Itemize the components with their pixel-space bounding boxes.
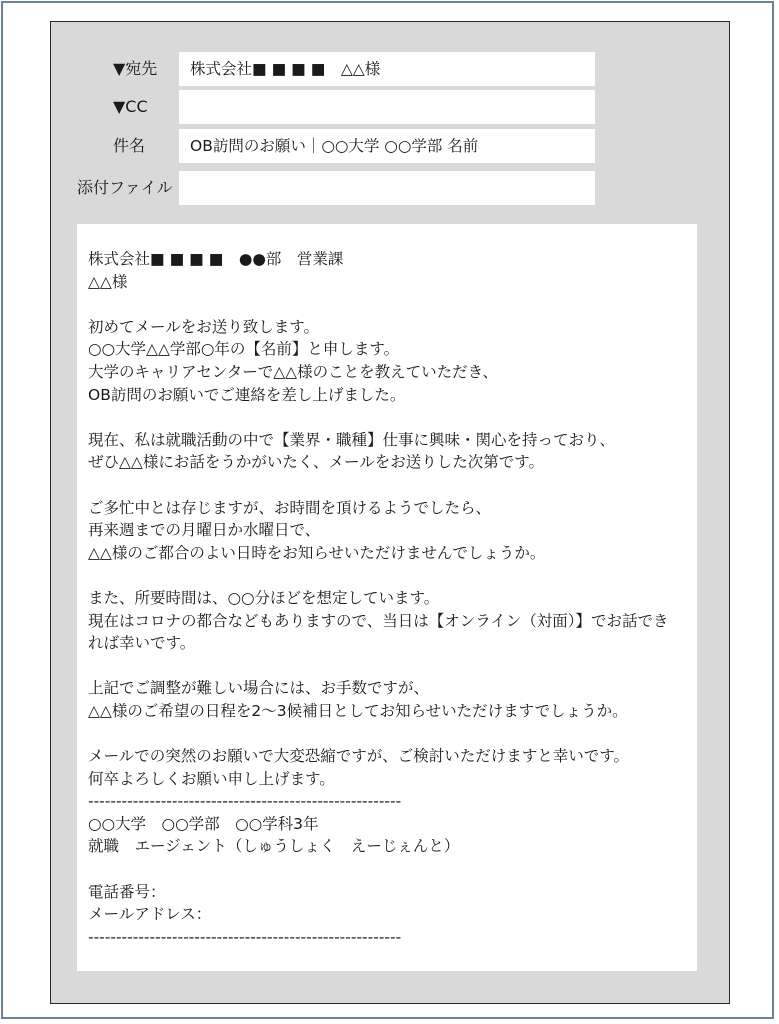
body-line: △△様のご希望の日程を2～3候補日としてお知らせいただけますでしょうか。 bbox=[88, 701, 628, 720]
body-line bbox=[88, 474, 697, 497]
body-line: 上記でご調整が難しい場合には、お手数ですが、 bbox=[88, 679, 430, 698]
body-line: また、所要時間は、○○分ほどを想定しています。 bbox=[88, 588, 440, 607]
body-line bbox=[88, 564, 697, 587]
mail-compose-panel bbox=[50, 21, 730, 1004]
body-line bbox=[88, 858, 697, 881]
body-line: 現在はコロナの都合などもありますので、当日は【オンライン（対面）】でお話でき bbox=[88, 611, 669, 630]
body-line: -------------------------------------------------------- bbox=[88, 792, 402, 811]
body-line: △△様のご都合のよい日時をお知らせいただけませんでしょうか。 bbox=[88, 543, 546, 562]
body-line: ○○大学 ○○学部 ○○学科3年 bbox=[88, 814, 319, 833]
cc-label: ▼CC bbox=[113, 97, 148, 116]
body-line bbox=[88, 293, 697, 316]
body-line: 株式会社■ ■ ■ ■ ●●部 営業課 bbox=[88, 250, 344, 268]
body-line: ぜひ△△様にお話をうかがいたく、メールをお送りした次第です。 bbox=[88, 453, 544, 472]
body-line: 再来週までの月曜日か水曜日で、 bbox=[88, 521, 321, 540]
cc-row bbox=[51, 90, 731, 124]
body-line: れば幸いです。 bbox=[88, 634, 196, 653]
to-label: ▼宛先 bbox=[113, 59, 158, 78]
body-line: メールアドレス： bbox=[88, 905, 212, 924]
body-line: 初めてメールをお送り致します。 bbox=[88, 317, 319, 336]
body-line bbox=[88, 406, 697, 429]
subject-label: 件名 bbox=[113, 136, 146, 155]
body-line: OB訪問のお願いでご連絡を差し上げました。 bbox=[88, 385, 406, 404]
body-line bbox=[88, 722, 697, 745]
subject-field[interactable]: OB訪問のお願い｜○○大学 ○○学部 名前 bbox=[179, 129, 595, 163]
attachment-row bbox=[51, 171, 731, 205]
body-line: 現在、私は就職活動の中で【業界・職種】仕事に興味・関心を持っており、 bbox=[88, 430, 616, 449]
body-line bbox=[88, 655, 697, 678]
body-line: メールでの突然のお願いで大変恐縮ですが、ご検討いただけますと幸いです。 bbox=[88, 747, 629, 766]
attachment-field[interactable] bbox=[179, 171, 595, 205]
subject-row bbox=[51, 129, 731, 163]
to-row bbox=[51, 52, 731, 86]
body-line: ご多忙中とは存じますが、お時間を頂けるようでしたら、 bbox=[88, 498, 492, 517]
body-line: 就職 エージェント（しゅうしょく えーじぇんと） bbox=[88, 837, 460, 856]
attachment-label: 添付ファイル bbox=[77, 178, 173, 197]
body-line: 電話番号： bbox=[88, 882, 166, 901]
body-line: 大学のキャリアセンターで△△様のことを教えていただき、 bbox=[88, 362, 498, 381]
to-field[interactable]: 株式会社■ ■ ■ ■ △△様 bbox=[179, 52, 595, 86]
body-line: -------------------------------------------------------- bbox=[88, 927, 402, 946]
body-line: ○○大学△△学部○年の【名前】と申します。 bbox=[88, 340, 400, 359]
cc-field[interactable] bbox=[179, 90, 595, 124]
body-line: 何卒よろしくお願い申し上げます。 bbox=[88, 769, 335, 788]
mail-body[interactable] bbox=[77, 224, 697, 971]
body-line: △△様 bbox=[88, 272, 128, 291]
